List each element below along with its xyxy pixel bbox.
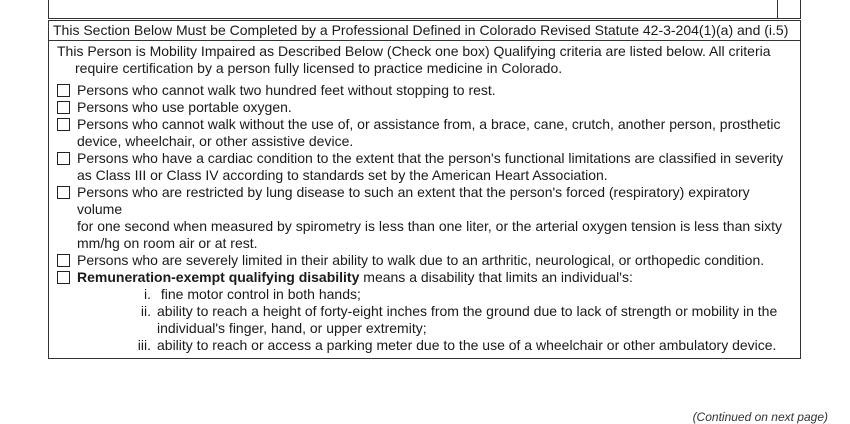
section-content	[49, 41, 800, 354]
previous-section-box	[48, 0, 801, 19]
option-walk-200-feet: Persons who cannot walk two hundred feet without stopping to rest.	[57, 82, 792, 99]
checkbox-cardiac-condition[interactable]	[57, 152, 70, 165]
subitem-number: iii.	[137, 337, 151, 353]
checkbox-walking-limited[interactable]	[57, 254, 70, 267]
checkbox-walk-200-feet[interactable]	[57, 84, 70, 97]
intro-line-1: This Person is Mobility Impaired as Described Below (Check one box) Qualifying criteria are listed below. All criteria	[57, 43, 771, 59]
remuneration-definition: means a disability that limits an individual's:	[359, 269, 633, 285]
checkbox-remuneration-exempt[interactable]	[57, 271, 70, 284]
option-portable-oxygen: Persons who use portable oxygen.	[57, 99, 792, 116]
option-lung-disease: Persons who are restricted by lung disease to such an extent that the person's forced (respiratory) expiratory volume for one second when measured by spirometry is less than one liter, or the arterial oxygen tension is less than sixty mm/hg on room air or at rest.	[57, 184, 792, 252]
subitem-iii: iii. ability to reach or access a parking meter due to the use of a wheelchair or other ambulatory device.	[137, 337, 777, 353]
option-cardiac-condition: Persons who have a cardiac condition to the extent that the person's functional limitations are classified in severity as Class III or Class IV according to standards set by the American Heart Association.	[57, 150, 792, 184]
subitem-ii: ii. ability to reach a height of forty-eight inches from the ground due to lack of strength or mobility in the individual's finger, hand, or upper extremity;	[140, 303, 778, 336]
section-header: This Section Below Must be Completed by a Professional Defined in Colorado Revised Statute 42-3-204(1)(a) and (i.5)	[49, 21, 800, 41]
checkbox-portable-oxygen[interactable]	[57, 101, 70, 114]
option-walking-limited: Persons who are severely limited in their ability to walk due to an arthritic, neurological, or orthopedic condition.	[57, 252, 792, 269]
checkbox-lung-disease[interactable]	[57, 186, 70, 199]
intro-text	[57, 41, 792, 77]
remuneration-bold-term: Remuneration-exempt qualifying disability	[77, 269, 360, 285]
subitem-number: ii.	[140, 303, 151, 319]
option-assistive-device: Persons who cannot walk without the use of, or assistance from, a brace, cane, crutch, another person, prosthetic device, wheelchair, or other assistive device.	[57, 116, 792, 150]
mobility-section	[48, 20, 801, 359]
continued-note: (Continued on next page)	[692, 410, 828, 424]
subitem-number: i.	[144, 286, 151, 302]
checkbox-assistive-device[interactable]	[57, 118, 70, 131]
option-remuneration-exempt	[57, 269, 792, 286]
intro-line-2: require certification by a person fully licensed to practice medicine in Colorado.	[75, 60, 563, 76]
subitem-i: i. fine motor control in both hands;	[144, 286, 361, 302]
